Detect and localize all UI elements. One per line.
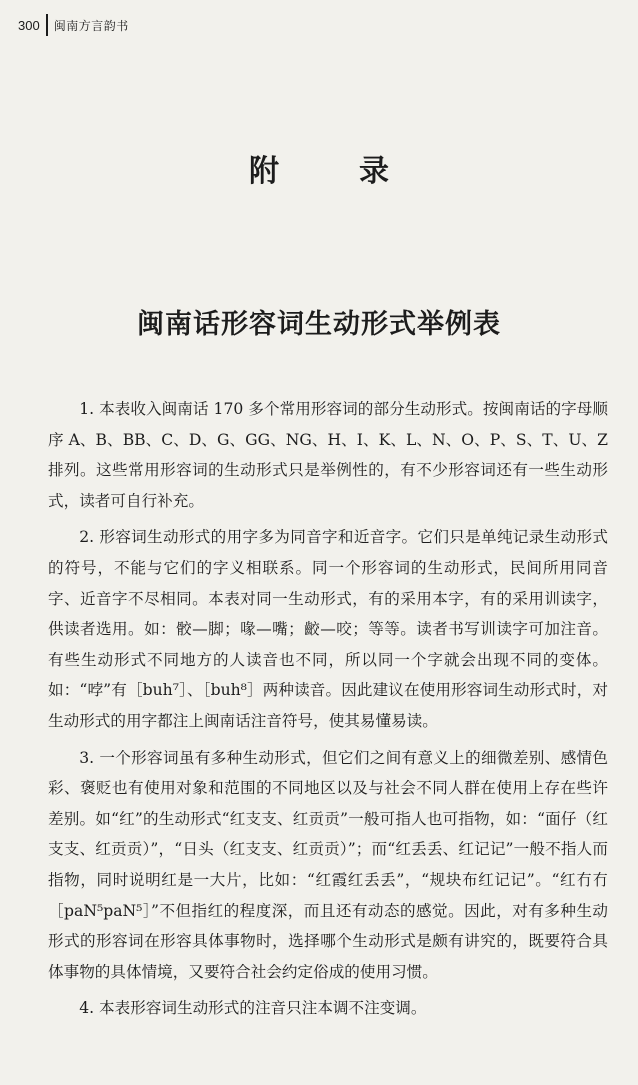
section-title: 附录	[249, 154, 469, 189]
paragraph-2: 2. 形容词生动形式的用字多为同音字和近音字。它们只是单纯记录生动形式的符号，不能与它们的字义相联系。同一个形容词的生动形式，民间所用同音字、近音字不尽相同。本表对同一生动形式，有的采用本字，有的采用训读字，供读者选用。如：骹—脚；喙—嘴；齩—咬；等等。读者书写训读字可加注音。有些生动形式不同地方的人读音也不同，所以同一个字就会出现不同的变体。如：“哱”有［buh⁷］、［buh⁸］两种读音。因此建议在使用形容词生动形式时，对生动形式的用字都注上闽南话注音符号，使其易懂易读。	[48, 528, 608, 730]
table-title: 闽南话形容词生动形式举例表	[137, 309, 501, 340]
running-header	[18, 14, 129, 36]
body-text	[48, 394, 608, 1030]
paragraph-4: 4. 本表形容词生动形式的注音只注本调不注变调。	[79, 999, 427, 1018]
header-divider	[46, 14, 48, 36]
paragraph-1: 1. 本表收入闽南话 170 多个常用形容词的部分生动形式。按闽南话的字母顺序 A、B、BB、C、D、G、GG、NG、H、I、K、L、N、O、P、S、T、U、Z 排列。这些常用形容词的生动形式只是举例性的，有不少形容词还有一些生动形式，读者可自行补充。	[48, 400, 608, 510]
paragraph-3: 3. 一个形容词虽有多种生动形式，但它们之间有意义上的细微差别、感情色彩、褒贬也有使用对象和范围的不同地区以及与社会不同人群在使用上存在些许差别。如“红”的生动形式“红支支、红贡贡”一般可指人也可指物，如：“面仔（红支支、红贡贡）”，“日头（红支支、红贡贡）”；而“红丢丢、红记记”一般不指人而指物，同时说明红是一大片，比如：“红霞红丢丢”，“规块布红记记”。“红冇冇［paN⁵paN⁵］”不但指红的程度深，而且还有动态的感觉。因此，对有多种生动形式的形容词在形容具体事物时，选择哪个生动形式是颇有讲究的，既要符合具体事物的具体情境，又要符合社会约定俗成的使用习惯。	[48, 748, 608, 981]
book-title: 闽南方言韵书	[53, 18, 129, 33]
page-number: 300	[18, 17, 40, 33]
